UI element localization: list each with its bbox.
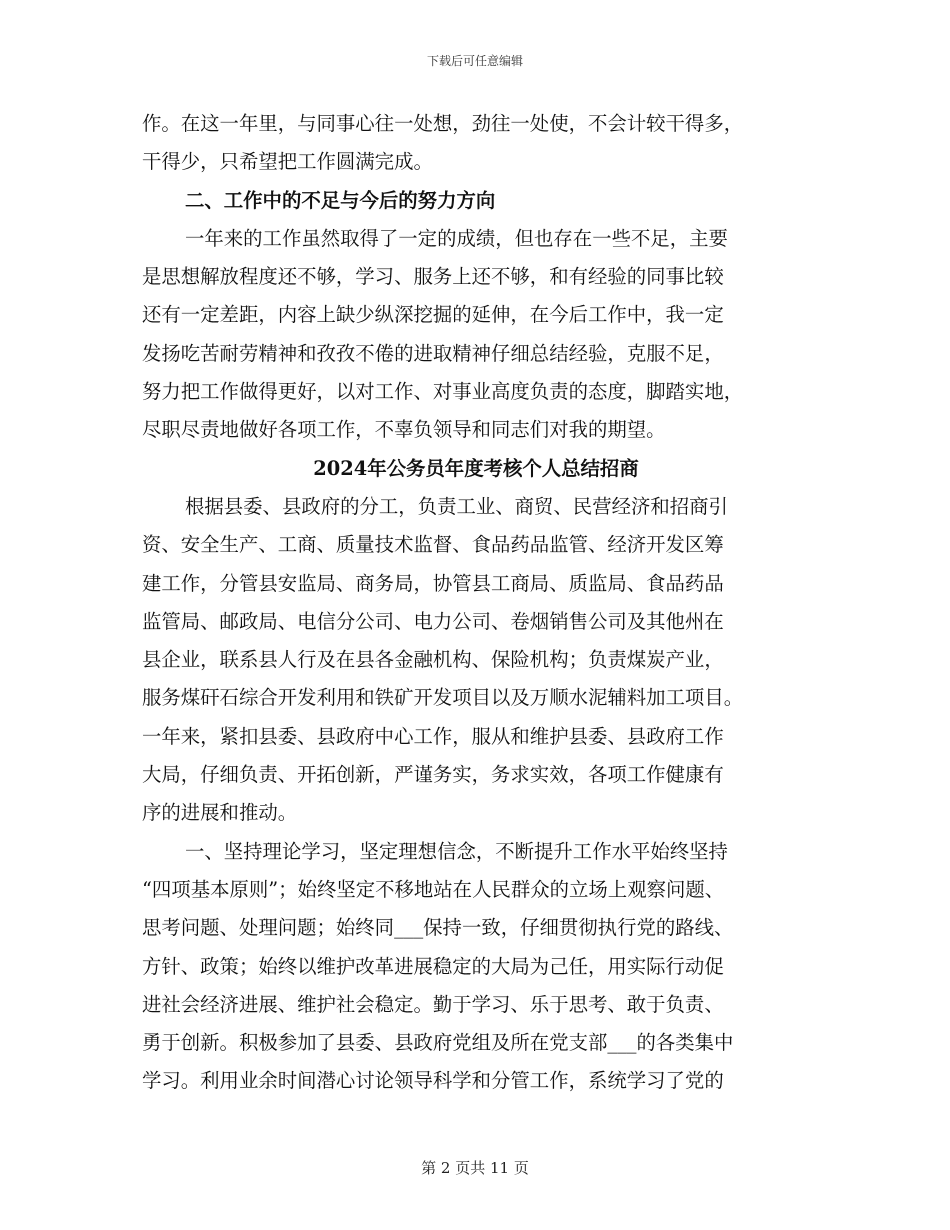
page-header: 下载后可任意编辑 xyxy=(426,54,523,68)
text-line: 服务煤矸石综合开发利用和铁矿开发项目以及万顺水泥辅料加工项目。 xyxy=(142,686,744,710)
text-line: 根据县委、县政府的分工，负责工业、商贸、民营经济和招商引 xyxy=(185,494,728,518)
section-title: 2024年公务员年度考核个人总结招商 xyxy=(313,456,639,480)
section-heading: 二、工作中的不足与今后的努力方向 xyxy=(185,188,496,212)
text-line: 序的进展和推动。 xyxy=(142,801,298,825)
text-line: 一年来，紧扣县委、县政府中心工作，服从和维护县委、县政府工作 xyxy=(142,724,724,748)
text-line: “四项基本原则”；始终坚定不移地站在人民群众的立场上观察问题、 xyxy=(142,877,725,901)
text-line: 还有一定差距，内容上缺少纵深挖掘的延伸，在今后工作中，我一定 xyxy=(142,303,724,327)
text-line: 一、坚持理论学习，坚定理想信念，不断提升工作水平始终坚持 xyxy=(185,839,728,863)
text-line: 勇于创新。积极参加了县委、县政府党组及所在党支部___的各类集中 xyxy=(142,1031,734,1055)
text-line: 干得少，只希望把工作圆满完成。 xyxy=(142,150,433,174)
document-body xyxy=(142,105,810,1101)
text-line: 监管局、邮政局、电信分公司、电力公司、卷烟销售公司及其他州在 xyxy=(142,609,724,633)
text-line: 建工作，分管县安监局、商务局，协管县工商局、质监局、食品药品 xyxy=(142,571,724,595)
text-line: 发扬吃苦耐劳精神和孜孜不倦的进取精神仔细总结经验，克服不足， xyxy=(142,341,724,365)
text-line: 县企业，联系县人行及在县各金融机构、保险机构；负责煤炭产业， xyxy=(142,648,724,672)
text-line: 进社会经济进展、维护社会稳定。勤于学习、乐于思考、敢于负责、 xyxy=(142,992,724,1016)
page-footer: 第 2 页共 11 页 xyxy=(421,1159,529,1177)
text-lines xyxy=(142,105,810,1101)
text-line: 一年来的工作虽然取得了一定的成绩，但也存在一些不足，主要 xyxy=(185,226,728,250)
text-line: 资、安全生产、工商、质量技术监督、食品药品监管、经济开发区筹 xyxy=(142,533,724,557)
text-line: 尽职尽责地做好各项工作，不辜负领导和同志们对我的期望。 xyxy=(142,418,666,442)
text-line: 是思想解放程度还不够，学习、服务上还不够，和有经验的同事比较 xyxy=(142,265,724,289)
text-line: 思考问题、处理问题；始终同___保持一致，仔细贯彻执行党的路线、 xyxy=(142,916,734,940)
text-line: 学习。利用业余时间潜心讨论领导科学和分管工作，系统学习了党的 xyxy=(142,1069,724,1093)
text-line: 努力把工作做得更好，以对工作、对事业高度负责的态度，脚踏实地， xyxy=(142,380,744,404)
text-line: 大局，仔细负责、开拓创新，严谨务实，务求实效，各项工作健康有 xyxy=(142,763,724,787)
text-line: 作。在这一年里，与同事心往一处想，劲往一处使，不会计较干得多， xyxy=(142,112,744,135)
text-line: 方针、政策；始终以维护改革进展稳定的大局为己任，用实际行动促 xyxy=(142,954,724,978)
